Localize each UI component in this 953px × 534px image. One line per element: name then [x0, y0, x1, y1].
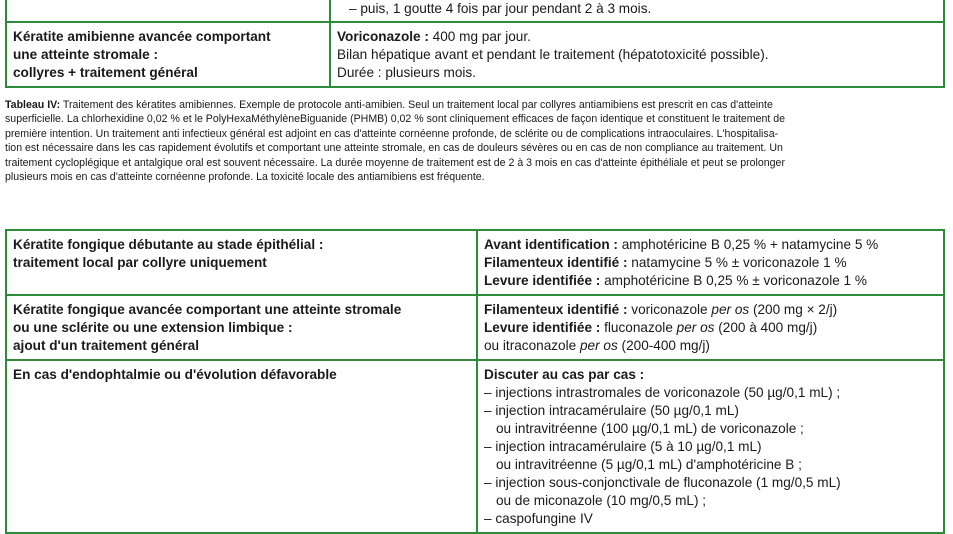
row-label-cell: [6, 22, 330, 87]
row-label-line: collyres + traitement général: [13, 65, 198, 80]
row-label-cell: [6, 0, 330, 22]
treatment-detail-line: Filamenteux identifié : voriconazole per os (200 mg × 2/j): [484, 302, 838, 317]
row-label-cell: [6, 230, 477, 295]
caption-line: première intention. Un traitement anti infectieux général est adjoint en cas d'atteinte cornéenne profonde, de sclérite ou de complications intraoculaires. L'hospitalisa-: [5, 127, 779, 140]
row-label-cell: [6, 360, 477, 533]
table-row: [6, 22, 944, 87]
table-row: [6, 295, 944, 360]
caption-line: traitement cycloplégique et antalgique oral est souvent nécessaire. La durée moyenne de traitement est de 2 à 3 mois en cas d'atteinte épithéliale et peut se prolonger: [5, 156, 785, 169]
treatment-detail-line: Filamenteux identifié : natamycine 5 % ± voriconazole 1 %: [484, 255, 847, 270]
caption-line: tion est nécessaire dans les cas rapidement évolutifs et comportant une atteinte stromale, en cas de douleurs sévères ou en cas de non compliance au traitement. Un: [5, 142, 783, 155]
treatment-detail-line: – injection intracamérulaire (5 à 10 µg/0,1 mL): [484, 439, 762, 454]
row-label-line: traitement local par collyre uniquement: [13, 255, 267, 270]
table-row: [6, 360, 944, 533]
row-label-line: ajout d'un traitement général: [13, 338, 200, 353]
drug-name: Voriconazole :: [337, 29, 429, 44]
treatment-detail-line: Levure identifiée : amphotéricine B 0,25 % ± voriconazole 1 %: [484, 273, 867, 288]
drug-dose: 400 mg par jour.: [428, 29, 531, 44]
treatment-detail-line: ou intravitréenne (5 µg/0,1 mL) d'amphotéricine B ;: [496, 457, 802, 472]
caption-label: Tableau IV:: [5, 99, 61, 111]
treatment-detail-line: Avant identification : amphotéricine B 0,25 % + natamycine 5 %: [484, 237, 879, 252]
row-detail-cell: [330, 0, 944, 22]
row-label-line: Kératite amibienne avancée comportant: [13, 29, 271, 44]
treatment-detail-heading: Discuter au cas par cas :: [484, 367, 645, 382]
treatment-detail-line: – injection intracamérulaire (50 µg/0,1 mL): [484, 403, 739, 418]
row-label-line: une atteinte stromale :: [13, 47, 159, 62]
row-label-line: En cas d'endophtalmie ou d'évolution défavorable: [13, 367, 337, 382]
row-detail-cell: [477, 360, 944, 533]
treatment-detail-line: Levure identifiée : fluconazole per os (200 à 400 mg/j): [484, 320, 818, 335]
table-row: [6, 230, 944, 295]
treatment-detail-line: – puis, 1 goutte 4 fois par jour pendant 2 à 3 mois.: [349, 1, 652, 16]
treatment-detail-line: – caspofungine IV: [484, 511, 593, 526]
caption-line: superficielle. La chlorhexidine 0,02 % et le PolyHexaMéthylèneBiguanide (PHMB) 0,02 % sont cliniquement efficaces de façon identique et constituent le traitement de: [5, 113, 786, 126]
treatment-detail-line: ou de miconazole (10 mg/0,5 mL) ;: [496, 493, 707, 508]
row-detail-cell: [477, 295, 944, 360]
treatment-detail-line: ou intravitréenne (100 µg/0,1 mL) de voriconazole ;: [496, 421, 804, 436]
table-keratite-amibienne: [5, 0, 945, 88]
table-caption: [5, 98, 950, 184]
treatment-detail-line: [337, 28, 937, 46]
treatment-detail-line: – injections intrastromales de voriconazole (50 µg/0,1 mL) ;: [484, 385, 841, 400]
row-label-line: Kératite fongique avancée comportant une atteinte stromale: [13, 302, 402, 317]
treatment-detail-line: – injection sous-conjonctivale de fluconazole (1 mg/0,5 mL): [484, 475, 841, 490]
table-keratite-fongique: [5, 229, 945, 534]
row-label-cell: [6, 295, 477, 360]
treatment-detail-line: Durée : plusieurs mois.: [337, 65, 477, 80]
row-detail-cell: [477, 230, 944, 295]
row-detail-cell: [330, 22, 944, 87]
row-label-line: ou une sclérite ou une extension limbique :: [13, 320, 293, 335]
row-label-line: Kératite fongique débutante au stade épithélial :: [13, 237, 324, 252]
caption-line: Tableau IV: Traitement des kératites amibiennes. Exemple de protocole anti-amibien. Seul un traitement local par collyres antiamibiens est prescrit en cas d'atteinte: [5, 99, 773, 111]
treatment-detail-line: ou itraconazole per os (200-400 mg/j): [484, 338, 710, 353]
table-row: [6, 0, 944, 22]
treatment-detail-line: Bilan hépatique avant et pendant le traitement (hépatotoxicité possible).: [337, 47, 769, 62]
caption-line: plusieurs mois en cas d'atteinte cornéenne profonde. La toxicité locale des antiamibiens est fréquente.: [5, 171, 485, 184]
